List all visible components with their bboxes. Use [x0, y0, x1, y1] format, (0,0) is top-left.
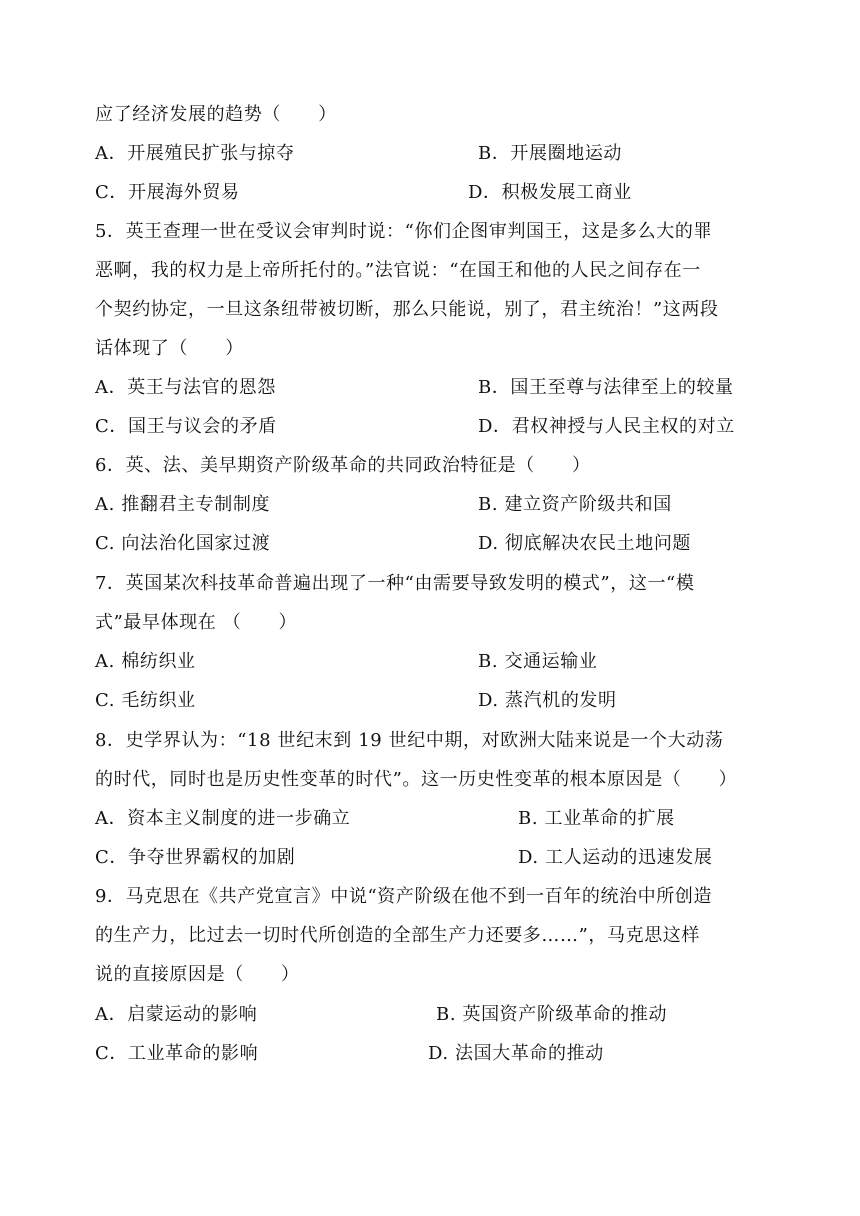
- option-d: D. 工人运动的迅速发展: [518, 847, 713, 868]
- option-b: B. 交通运输业: [478, 651, 598, 672]
- question-7-stem-line-2: 式”最早体现在 （ ）: [95, 612, 298, 633]
- question-8-stem-line-1: 8．史学界认为：“18 世纪末到 19 世纪中期，对欧洲大陆来说是一个大动荡: [95, 730, 724, 751]
- option-d: D．积极发展工商业: [468, 182, 632, 203]
- question-8-stem-line-2: 的时代，同时也是历史性变革的时代”。这一历史性变革的根本原因是（ ）: [95, 769, 738, 790]
- option-c: C．工业革命的影响: [95, 1043, 259, 1064]
- question-stem-line: 应了经济发展的趋势（ ）: [95, 104, 337, 125]
- question-9-stem-line-2: 的生产力，比过去一切时代所创造的全部生产力还要多……”，马克思这样: [95, 925, 700, 946]
- question-9-stem-line-3: 说的直接原因是（ ）: [95, 964, 300, 985]
- option-d: D. 蒸汽机的发明: [478, 690, 617, 711]
- option-b: B．开展圈地运动: [478, 143, 623, 164]
- option-c: C. 毛纺织业: [95, 690, 196, 711]
- option-d: D．君权神授与人民主权的对立: [478, 416, 735, 437]
- option-b: B. 建立资产阶级共和国: [478, 494, 672, 515]
- option-a: A．启蒙运动的影响: [95, 1004, 258, 1025]
- option-c: C．争夺世界霸权的加剧: [95, 847, 296, 868]
- option-a: A．英王与法官的恩怨: [95, 377, 276, 398]
- option-d: D. 彻底解决农民土地问题: [478, 533, 692, 554]
- question-5-stem-line-2: 恶啊，我的权力是上帝所托付的。”法官说：“在国王和他的人民之间存在一: [95, 260, 701, 281]
- option-b: B. 工业革命的扩展: [518, 808, 675, 829]
- question-5-stem-line-4: 话体现了（ ）: [95, 338, 244, 359]
- question-5-stem-line-3: 个契约协定，一旦这条纽带被切断，那么只能说，别了，君主统治！”这两段: [95, 299, 719, 320]
- option-c: C. 向法治化国家过渡: [95, 533, 271, 554]
- question-9-stem-line-1: 9．马克思在《共产党宣言》中说“资产阶级在他不到一百年的统治中所创造: [95, 886, 713, 907]
- option-a: A．开展殖民扩张与掠夺: [95, 143, 295, 164]
- option-b: B．国王至尊与法律至上的较量: [478, 377, 734, 398]
- question-6-stem: 6．英、法、美早期资产阶级革命的共同政治特征是（ ）: [95, 455, 591, 476]
- option-a: A. 棉纺织业: [95, 651, 196, 672]
- question-7-stem-line-1: 7．英国某次科技革命普遍出现了一种“由需要导致发明的模式”，这一“模: [95, 573, 695, 594]
- option-d: D. 法国大革命的推动: [428, 1043, 604, 1064]
- option-c: C．开展海外贸易: [95, 182, 240, 203]
- question-5-stem-line-1: 5．英王查理一世在受议会审判时说：“你们企图审判国王，这是多么大的罪: [95, 221, 713, 242]
- option-a: A. 推翻君主专制制度: [95, 494, 271, 515]
- option-b: B. 英国资产阶级革命的推动: [436, 1004, 668, 1025]
- option-a: A．资本主义制度的进一步确立: [95, 808, 351, 829]
- option-c: C．国王与议会的矛盾: [95, 416, 277, 437]
